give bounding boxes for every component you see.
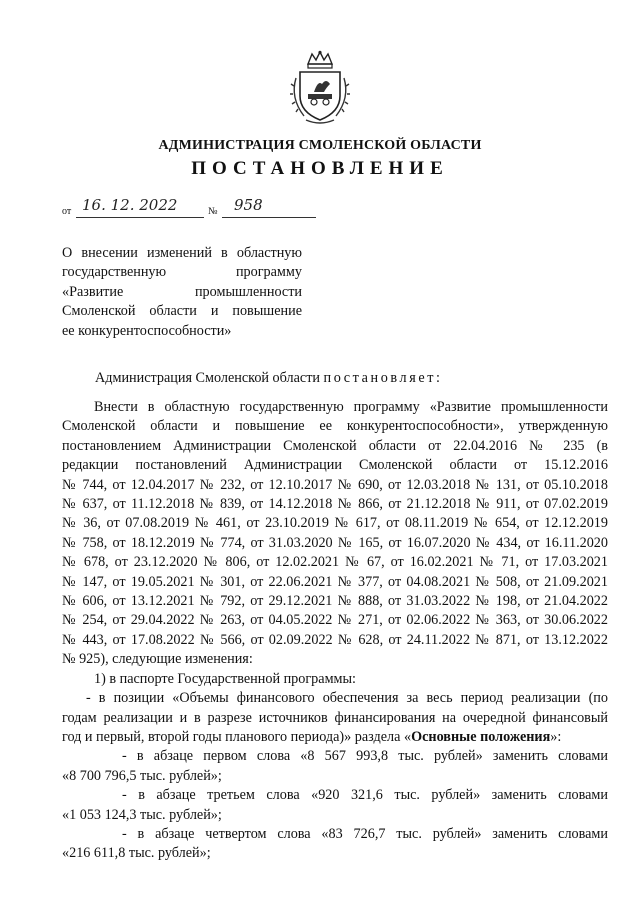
preamble-lead: Администрация Смоленской области [95,370,324,386]
subject-line: Смоленской области и повышение [62,303,302,320]
document-type: ПОСТАНОВЛЕНИЕ [191,158,449,179]
body-line: годам реализации и в разрезе источников финансирования на очередной финансовый [62,709,608,726]
preamble [95,370,443,387]
body-line: - в абзаце четвертом слова «83 726,7 тыс. рублей» заменить словами [122,825,608,842]
date-underline [76,217,204,218]
position-text: год и первый, второй годы планового периода)» раздела « [62,728,412,745]
body-line: № 254, от 29.04.2022 № 263, от 04.05.2022 № 271, от 02.06.2022 № 363, от 30.06.2022 [62,612,608,629]
subject-line: ее конкурентоспособности» [62,322,232,339]
preamble-resolves: постановляет: [323,370,443,386]
body-line: № 744, от 12.04.2017 № 232, от 12.10.2017 № 690, от 12.03.2018 № 131, от 05.10.2018 [62,476,608,493]
body-line: № 443, от 17.08.2022 № 566, от 02.09.2022 № 628, от 24.11.2022 № 871, от 13.12.2022 [62,631,608,648]
number-underline [222,217,316,218]
body-line: № 147, от 19.05.2021 № 301, от 22.06.2021 № 377, от 04.08.2021 № 508, от 21.09.2021 [62,573,608,590]
body-line: № 606, от 13.12.2021 № 792, от 29.12.2021 № 888, от 31.03.2022 № 198, от 21.04.2022 [62,593,608,610]
body-line: № 925), следующие изменения: [62,651,253,668]
body-line: Внести в областную государственную программу «Развитие промышленности [94,399,608,415]
body-line: постановлением Администрации Смоленской области от 22.04.2016 № 235 (в [62,437,608,454]
date-number-line [62,198,322,222]
number-value: 958 [234,196,263,214]
body-line: - в абзаце третьем слова «920 321,6 тыс. рублей» заменить словами [122,787,608,804]
section-name: Основные положения [411,728,551,745]
body-line: редакции постановлений Администрации Смоленской области от 15.12.2016 [62,457,608,474]
body-line: «8 700 796,5 тыс. рублей»; [62,767,222,784]
body-line: - в абзаце первом слова «8 567 993,8 тыс. рублей» заменить словами [122,748,608,765]
coat-of-arms-emblem [288,50,352,126]
body-line: № 678, от 23.12.2020 № 806, от 12.02.2021 № 67, от 16.02.2021 № 71, от 17.03.2021 [62,554,608,571]
subject-line: «Развитие промышленности [62,283,302,300]
position-end: »: [550,728,562,745]
date-value: 16. 12. 2022 [82,196,178,214]
body-line: № 36, от 07.08.2019 № 461, от 23.10.2019 № 617, от 08.11.2019 № 654, от 12.12.2019 [62,515,608,532]
document-body [62,398,608,864]
body-line: № 637, от 11.12.2018 № 839, от 14.12.2018 № 866, от 21.12.2018 № 911, от 07.02.2019 [62,496,608,513]
body-line: «1 053 124,3 тыс. рублей»; [62,806,222,823]
number-prefix: № [208,206,218,217]
body-line: - в позиции «Объемы финансового обеспечения за весь период реализации (по [86,690,608,707]
date-prefix: от [62,206,72,217]
body-line: № 758, от 18.12.2019 № 774, от 31.03.2020 № 165, от 16.07.2020 № 434, от 16.11.2020 [62,534,608,551]
subject-line: О внесении изменений в областную [62,245,302,261]
body-line: «216 611,8 тыс. рублей»; [62,845,211,862]
body-line: Смоленской области и повышение ее конкурентоспособности», утвержденную [62,418,608,435]
subject-line: государственную программу [62,264,302,281]
item-1: 1) в паспорте Государственной программы: [94,670,357,687]
document-subject [62,244,302,341]
organization-name: АДМИНИСТРАЦИЯ СМОЛЕНСКОЙ ОБЛАСТИ [158,138,482,153]
body-line [62,728,608,747]
